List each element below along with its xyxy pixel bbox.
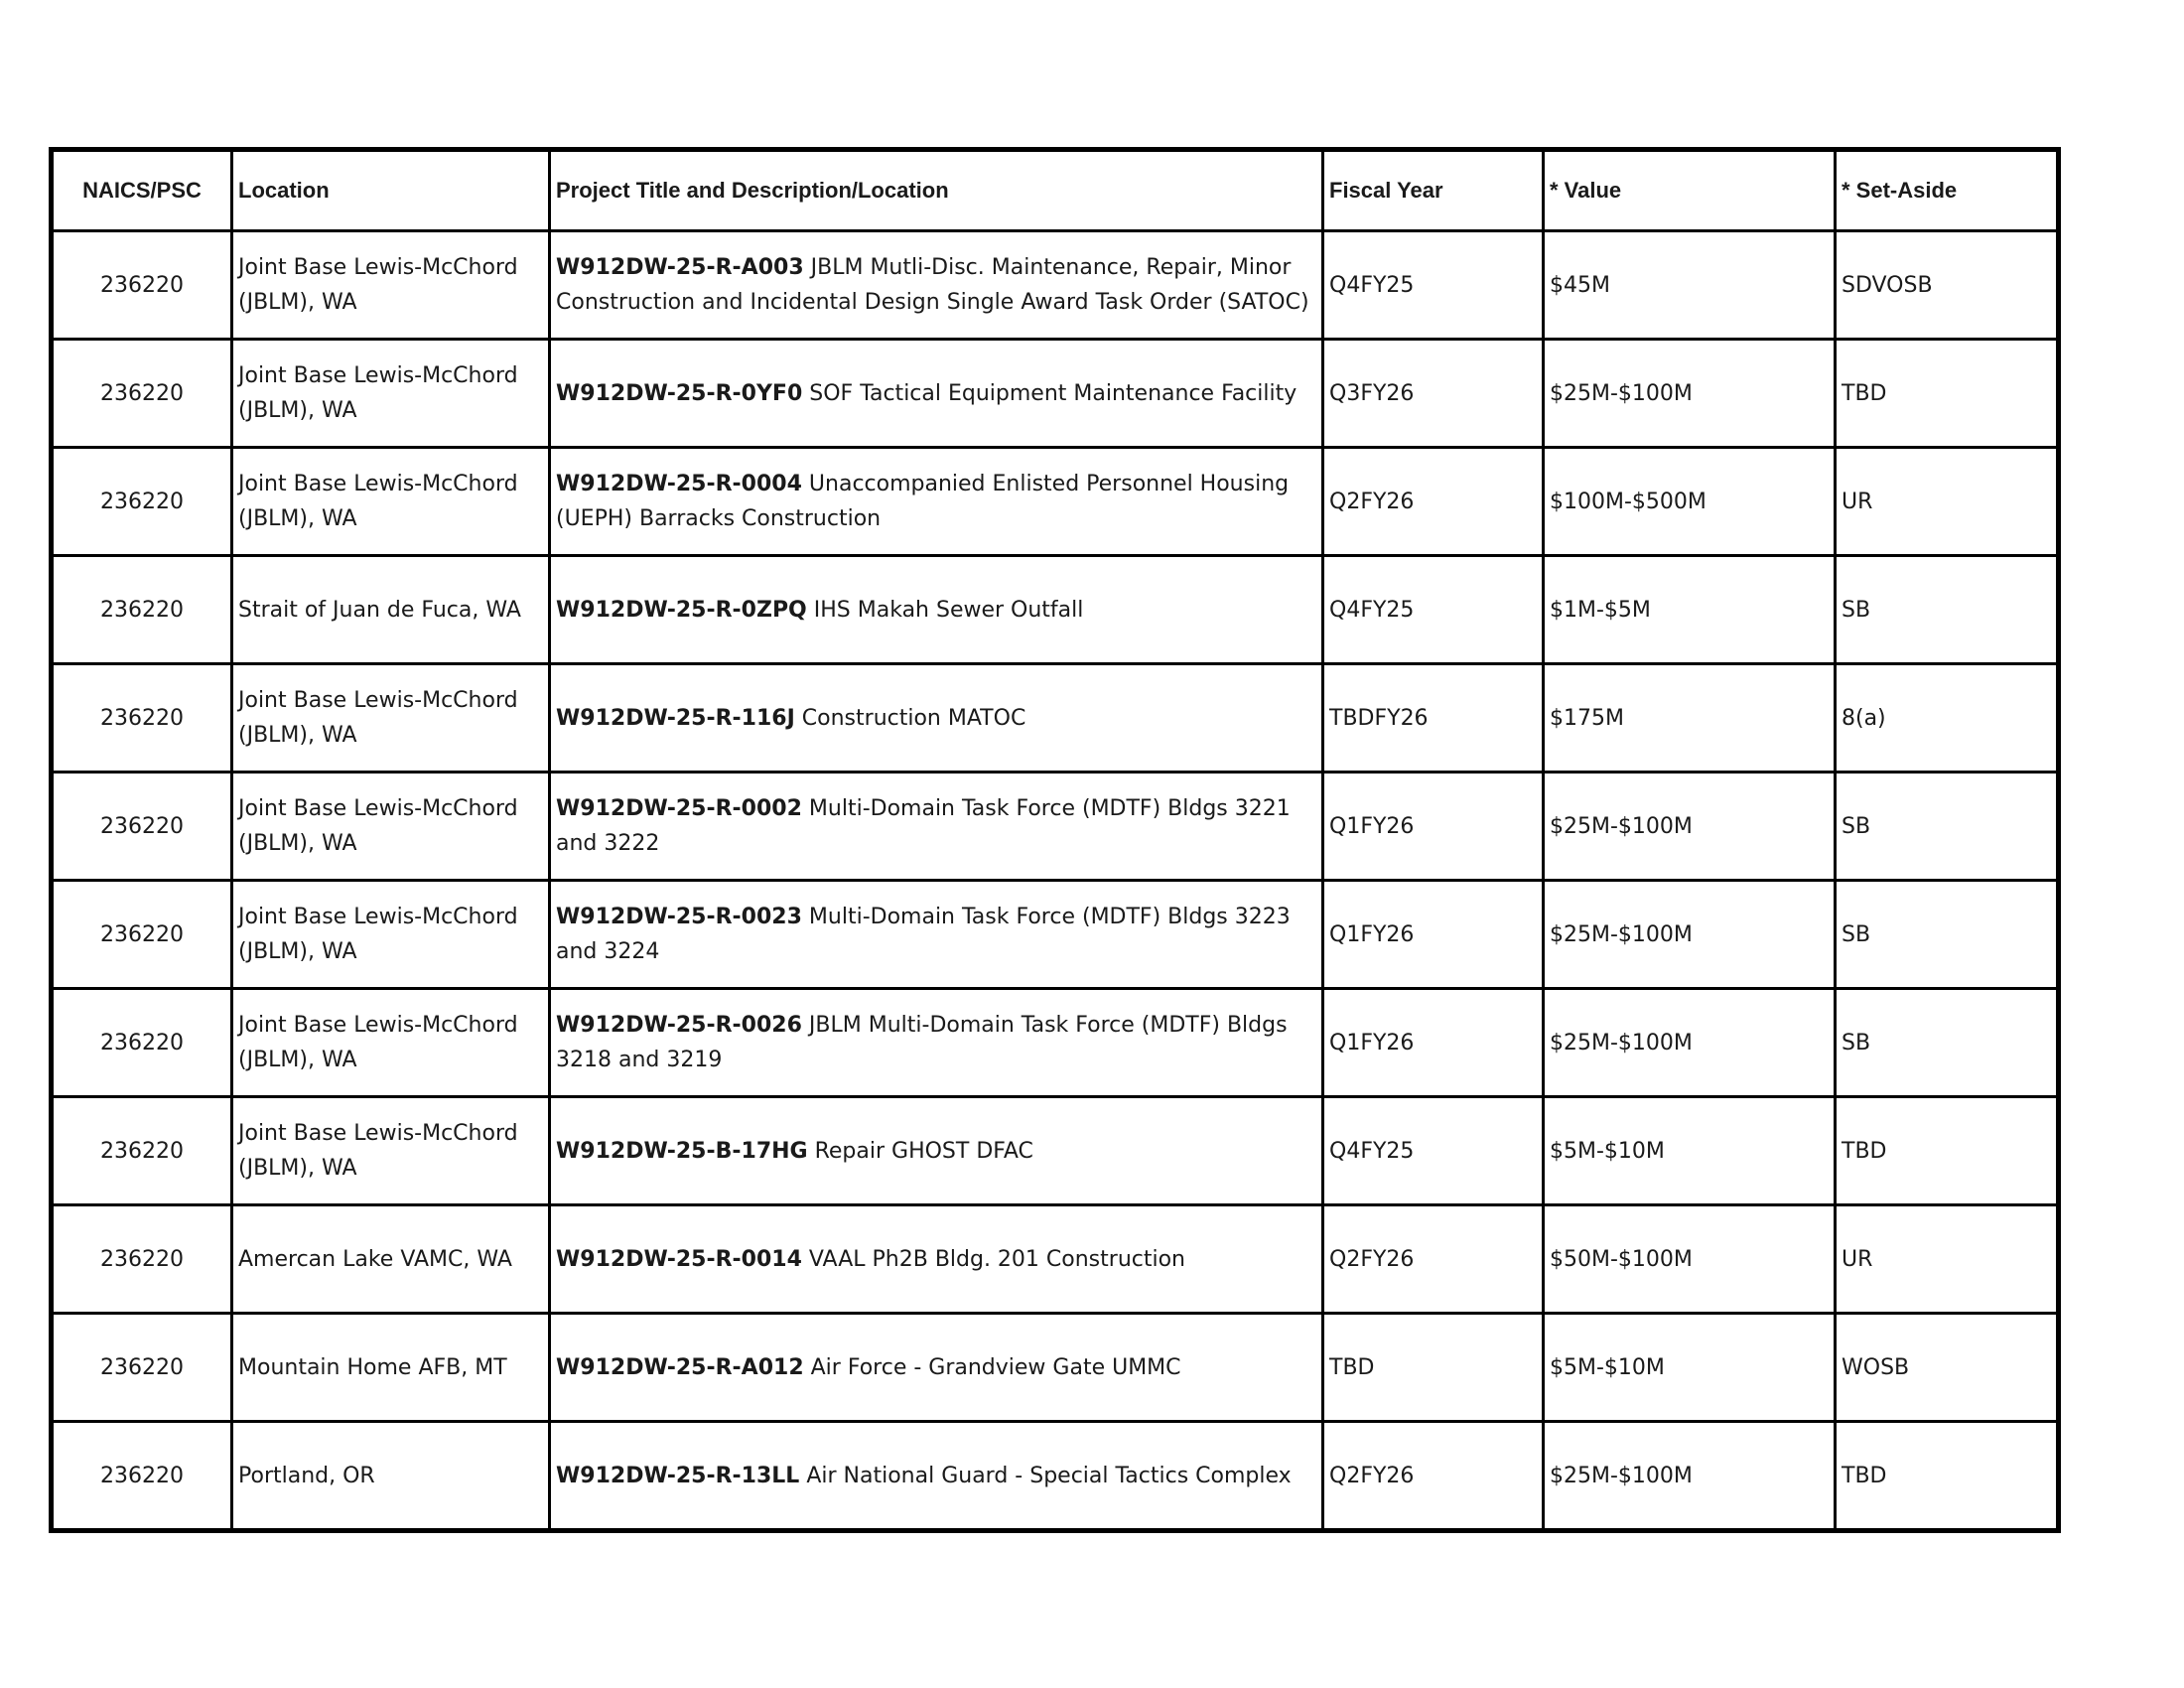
cell-location: Joint Base Lewis-McChord (JBLM), WA bbox=[232, 881, 550, 989]
cell-value: $5M-$10M bbox=[1544, 1097, 1836, 1205]
cell-project bbox=[550, 881, 1323, 989]
table-row bbox=[52, 773, 2059, 881]
project-description: Air National Guard - Special Tactics Complex bbox=[799, 1463, 1292, 1488]
cell-set-aside: SB bbox=[1836, 556, 2059, 664]
project-number: W912DW-25-R-0023 bbox=[556, 905, 802, 929]
table-row bbox=[52, 448, 2059, 556]
cell-project bbox=[550, 556, 1323, 664]
header-project: Project Title and Description/Location bbox=[550, 150, 1323, 231]
cell-value: $50M-$100M bbox=[1544, 1205, 1836, 1314]
project-description: VAAL Ph2B Bldg. 201 Construction bbox=[801, 1246, 1185, 1272]
project-number: W912DW-25-R-13LL bbox=[556, 1463, 800, 1488]
table-row bbox=[52, 989, 2059, 1097]
header-fiscal-year: Fiscal Year bbox=[1323, 150, 1544, 231]
cell-fiscal-year: Q2FY26 bbox=[1323, 1422, 1544, 1531]
cell-project bbox=[550, 1205, 1323, 1314]
cell-naics: 236220 bbox=[52, 448, 232, 556]
cell-set-aside: SDVOSB bbox=[1836, 231, 2059, 340]
cell-value: $25M-$100M bbox=[1544, 881, 1836, 989]
cell-naics: 236220 bbox=[52, 989, 232, 1097]
header-set-aside: * Set-Aside bbox=[1836, 150, 2059, 231]
cell-location: Portland, OR bbox=[232, 1422, 550, 1531]
project-number: W912DW-25-R-0YF0 bbox=[556, 380, 803, 406]
cell-naics: 236220 bbox=[52, 664, 232, 773]
cell-location: Mountain Home AFB, MT bbox=[232, 1314, 550, 1422]
project-description: JBLM Multi-Domain Task Force (MDTF) Bldgs 3218 and 3219 bbox=[556, 1013, 1288, 1072]
cell-set-aside: TBD bbox=[1836, 1097, 2059, 1205]
table-body bbox=[52, 231, 2059, 1531]
project-number: W912DW-25-R-116J bbox=[556, 705, 795, 731]
cell-project bbox=[550, 340, 1323, 448]
cell-naics: 236220 bbox=[52, 231, 232, 340]
cell-location: Joint Base Lewis-McChord (JBLM), WA bbox=[232, 664, 550, 773]
cell-set-aside: WOSB bbox=[1836, 1314, 2059, 1422]
cell-fiscal-year: Q2FY26 bbox=[1323, 1205, 1544, 1314]
project-number: W912DW-25-R-0002 bbox=[556, 796, 802, 821]
cell-value: $45M bbox=[1544, 231, 1836, 340]
table-row bbox=[52, 340, 2059, 448]
project-number: W912DW-25-R-0026 bbox=[556, 1013, 802, 1038]
cell-value: $25M-$100M bbox=[1544, 340, 1836, 448]
cell-naics: 236220 bbox=[52, 1422, 232, 1531]
cell-fiscal-year: Q2FY26 bbox=[1323, 448, 1544, 556]
cell-naics: 236220 bbox=[52, 773, 232, 881]
cell-set-aside: UR bbox=[1836, 448, 2059, 556]
cell-value: $25M-$100M bbox=[1544, 1422, 1836, 1531]
header-naics: NAICS/PSC bbox=[52, 150, 232, 231]
table-row bbox=[52, 556, 2059, 664]
cell-set-aside: TBD bbox=[1836, 1422, 2059, 1531]
project-number: W912DW-25-R-0004 bbox=[556, 472, 802, 496]
cell-naics: 236220 bbox=[52, 881, 232, 989]
cell-location: Joint Base Lewis-McChord (JBLM), WA bbox=[232, 340, 550, 448]
cell-naics: 236220 bbox=[52, 1205, 232, 1314]
cell-project bbox=[550, 1422, 1323, 1531]
project-description: Air Force - Grandview Gate UMMC bbox=[803, 1354, 1181, 1380]
cell-fiscal-year: TBD bbox=[1323, 1314, 1544, 1422]
table-row bbox=[52, 1205, 2059, 1314]
cell-naics: 236220 bbox=[52, 1314, 232, 1422]
project-description: Construction MATOC bbox=[794, 705, 1026, 731]
project-forecast-table bbox=[49, 147, 2061, 1533]
cell-project bbox=[550, 773, 1323, 881]
project-description: IHS Makah Sewer Outfall bbox=[806, 597, 1084, 623]
cell-value: $1M-$5M bbox=[1544, 556, 1836, 664]
table-header-row bbox=[52, 150, 2059, 231]
cell-naics: 236220 bbox=[52, 1097, 232, 1205]
cell-fiscal-year: Q4FY25 bbox=[1323, 1097, 1544, 1205]
table-row bbox=[52, 1422, 2059, 1531]
cell-project bbox=[550, 1314, 1323, 1422]
project-description: Unaccompanied Enlisted Personnel Housing (UEPH) Barracks Construction bbox=[556, 472, 1290, 531]
header-location: Location bbox=[232, 150, 550, 231]
cell-project bbox=[550, 448, 1323, 556]
table-row bbox=[52, 664, 2059, 773]
cell-location: Joint Base Lewis-McChord (JBLM), WA bbox=[232, 448, 550, 556]
cell-naics: 236220 bbox=[52, 340, 232, 448]
table-row bbox=[52, 1314, 2059, 1422]
cell-fiscal-year: Q1FY26 bbox=[1323, 989, 1544, 1097]
project-description: Repair GHOST DFAC bbox=[807, 1138, 1033, 1164]
cell-value: $5M-$10M bbox=[1544, 1314, 1836, 1422]
cell-location: Joint Base Lewis-McChord (JBLM), WA bbox=[232, 773, 550, 881]
project-description: SOF Tactical Equipment Maintenance Facility bbox=[802, 380, 1297, 406]
project-number: W912DW-25-R-A003 bbox=[556, 255, 804, 280]
table-row bbox=[52, 231, 2059, 340]
cell-location: Joint Base Lewis-McChord (JBLM), WA bbox=[232, 231, 550, 340]
cell-set-aside: 8(a) bbox=[1836, 664, 2059, 773]
cell-location: Strait of Juan de Fuca, WA bbox=[232, 556, 550, 664]
cell-fiscal-year: Q4FY25 bbox=[1323, 231, 1544, 340]
cell-project bbox=[550, 231, 1323, 340]
cell-fiscal-year: Q3FY26 bbox=[1323, 340, 1544, 448]
cell-project bbox=[550, 989, 1323, 1097]
cell-value: $100M-$500M bbox=[1544, 448, 1836, 556]
cell-location: Joint Base Lewis-McChord (JBLM), WA bbox=[232, 989, 550, 1097]
cell-value: $175M bbox=[1544, 664, 1836, 773]
cell-fiscal-year: Q1FY26 bbox=[1323, 881, 1544, 989]
project-number: W912DW-25-R-0ZPQ bbox=[556, 597, 807, 623]
cell-fiscal-year: Q4FY25 bbox=[1323, 556, 1544, 664]
cell-value: $25M-$100M bbox=[1544, 773, 1836, 881]
project-number: W912DW-25-B-17HG bbox=[556, 1138, 808, 1164]
cell-location: Joint Base Lewis-McChord (JBLM), WA bbox=[232, 1097, 550, 1205]
header-value: * Value bbox=[1544, 150, 1836, 231]
cell-set-aside: UR bbox=[1836, 1205, 2059, 1314]
cell-set-aside: SB bbox=[1836, 773, 2059, 881]
cell-naics: 236220 bbox=[52, 556, 232, 664]
table-row bbox=[52, 1097, 2059, 1205]
cell-project bbox=[550, 1097, 1323, 1205]
cell-location: Amercan Lake VAMC, WA bbox=[232, 1205, 550, 1314]
project-number: W912DW-25-R-0014 bbox=[556, 1246, 802, 1272]
cell-fiscal-year: TBDFY26 bbox=[1323, 664, 1544, 773]
cell-fiscal-year: Q1FY26 bbox=[1323, 773, 1544, 881]
project-description: JBLM Mutli-Disc. Maintenance, Repair, Minor Construction and Incidental Design Single Award Task Order (SATOC) bbox=[556, 255, 1309, 315]
project-number: W912DW-25-R-A012 bbox=[556, 1354, 804, 1380]
project-description: Multi-Domain Task Force (MDTF) Bldgs 3223 and 3224 bbox=[556, 905, 1291, 964]
table-row bbox=[52, 881, 2059, 989]
cell-value: $25M-$100M bbox=[1544, 989, 1836, 1097]
cell-set-aside: SB bbox=[1836, 881, 2059, 989]
cell-set-aside: TBD bbox=[1836, 340, 2059, 448]
cell-project bbox=[550, 664, 1323, 773]
project-description: Multi-Domain Task Force (MDTF) Bldgs 3221 and 3222 bbox=[556, 796, 1291, 856]
cell-set-aside: SB bbox=[1836, 989, 2059, 1097]
